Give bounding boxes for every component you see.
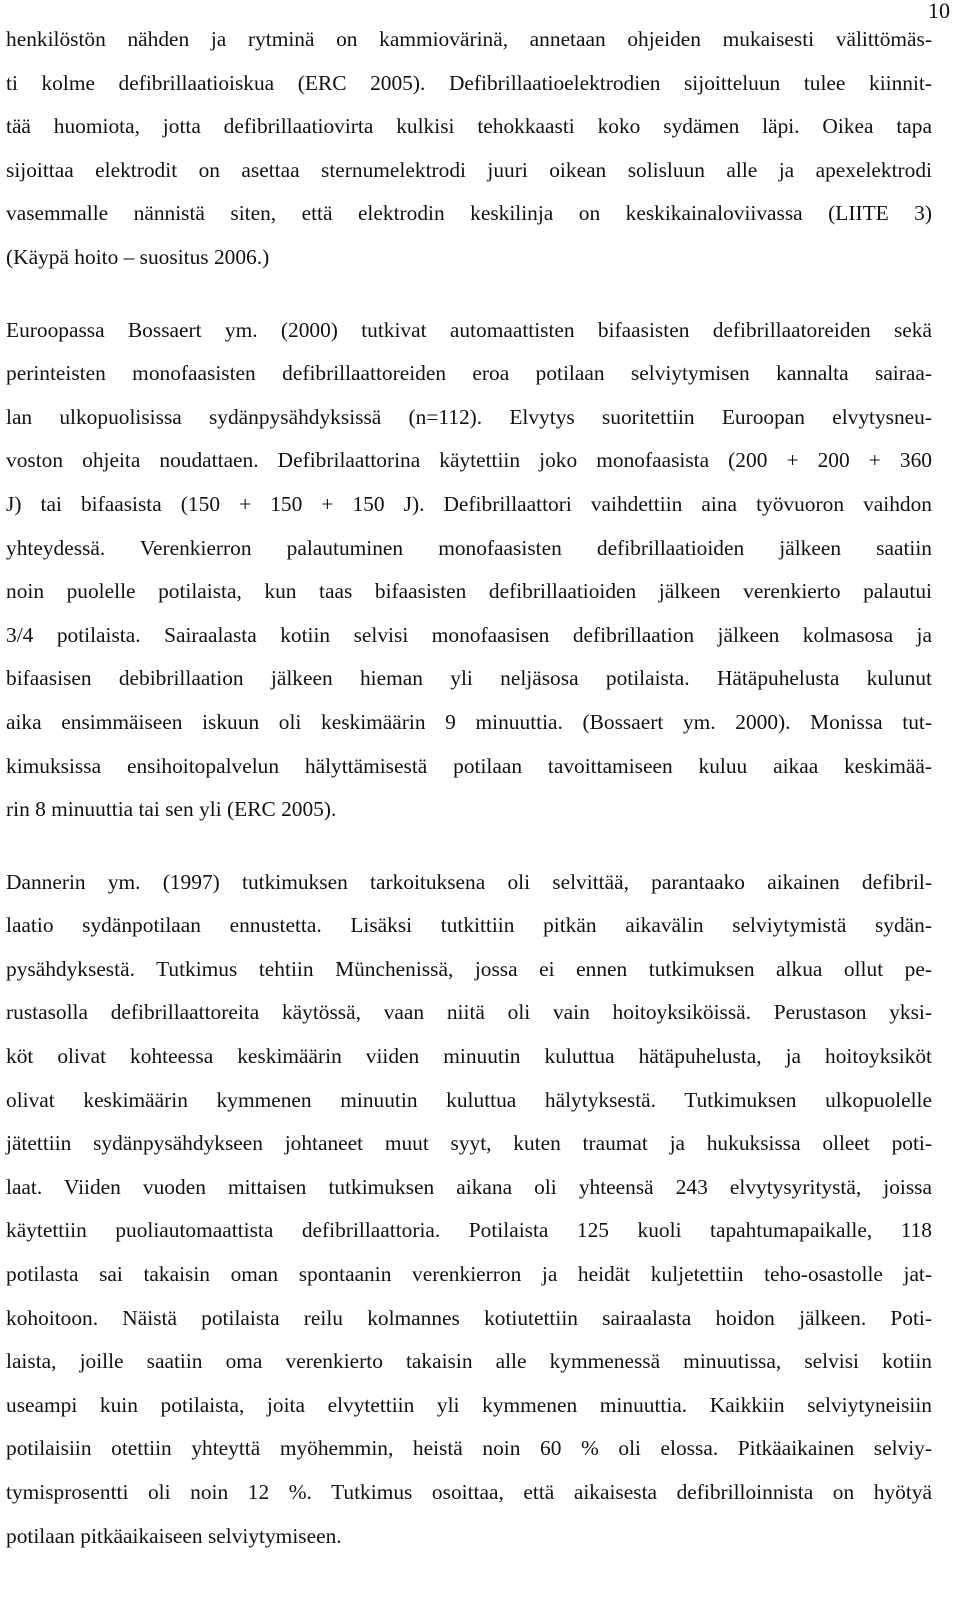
paragraph-defibrillation-electrodes — [6, 18, 932, 280]
text-line: bifaasisen debibrillaation jälkeen hieman yli neljäsosa potilaista. Hätäpuhelusta kulunut — [6, 666, 932, 691]
document-body — [6, 18, 932, 1558]
text-line: yhteydessä. Verenkierron palautuminen monofaasisten defibrillaatioiden jälkeen saatiin — [6, 535, 932, 560]
text-line: henkilöstön nähden ja rytminä on kammiovärinä, annetaan ohjeiden mukaisesti välittömäs- — [6, 27, 932, 51]
text-line: olivat keskimäärin kymmenen minuutin kuluttua hälytyksestä. Tutkimuksen ulkopuolelle — [6, 1087, 932, 1112]
text-line: ti kolme defibrillaatioiskua (ERC 2005). Defibrillaatioelektrodien sijoitteluun tulee kiinnit- — [6, 70, 932, 95]
text-line: tymisprosentti oli noin 12 %. Tutkimus osoittaa, että aikaisesta defibrilloinnista on hyötyä — [6, 1480, 932, 1504]
text-line: voston ohjeita noudattaen. Defibrilaattorina käytettiin joko monofaasista (200 + 200 + 360 — [6, 448, 932, 473]
text-line: perinteisten monofaasisten defibrillaattoreiden eroa potilaan selviytymisen kannalta sairaa- — [6, 361, 932, 386]
text-line: laatio sydänpotilaan ennustetta. Lisäksi tutkittiin pitkän aikavälin selviytymistä sydän- — [6, 913, 932, 938]
paragraph-bossaert-study — [6, 309, 932, 832]
text-line: rin 8 minuuttia tai sen yli (ERC 2005). — [6, 797, 337, 822]
text-line: laista, joille saatiin oma verenkierto takaisin alle kymmenessä minuutissa, selvisi kotiin — [6, 1349, 932, 1374]
text-line: potilaan pitkäaikaiseen selviytymiseen. — [6, 1523, 342, 1548]
text-line: Euroopassa Bossaert ym. (2000) tutkivat automaattisten bifaasisten defibrillaatoreiden sekä — [6, 317, 932, 342]
text-line: lan ulkopuolisissa sydänpysähdyksissä (n=112). Elvytys suoritettiin Euroopan elvytysneu- — [6, 404, 932, 429]
text-line: jätettiin sydänpysähdykseen johtaneet muut syyt, kuten traumat ja hukuksissa olleet poti- — [6, 1131, 932, 1156]
paragraph-danner-study — [6, 861, 932, 1559]
text-line: potilaisiin otettiin yhteyttä myöhemmin, heistä noin 60 % oli elossa. Pitkäaikainen selviy- — [6, 1436, 932, 1461]
text-line: Dannerin ym. (1997) tutkimuksen tarkoituksena oli selvittää, parantaako aikainen defibril- — [6, 869, 932, 894]
text-line: käytettiin puoliautomaattista defibrillaattoria. Potilaista 125 kuoli tapahtumapaikalle, 118 — [6, 1218, 932, 1243]
text-line: 3/4 potilaista. Sairaalasta kotiin selvisi monofaasisen defibrillaation jälkeen kolmasosa ja — [6, 622, 932, 647]
text-line: pysähdyksestä. Tutkimus tehtiin Münchenissä, jossa ei ennen tutkimuksen alkua ollut pe- — [6, 956, 932, 981]
page-number: 10 — [928, 0, 950, 23]
text-line: sijoittaa elektrodit on asettaa sternumelektrodi juuri oikean solisluun alle ja apexelektrodi — [6, 157, 932, 182]
text-line: tää huomiota, jotta defibrillaatiovirta kulkisi tehokkaasti koko sydämen läpi. Oikea tapa — [6, 114, 932, 139]
text-line: useampi kuin potilaista, joita elvytettiin yli kymmenen minuuttia. Kaikkiin selviytyneisiin — [6, 1392, 932, 1417]
text-line: aika ensimmäiseen iskuun oli keskimäärin 9 minuuttia. (Bossaert ym. 2000). Monissa tut- — [6, 709, 932, 734]
text-line: noin puolelle potilaista, kun taas bifaasisten defibrillaatioiden jälkeen verenkierto palautui — [6, 579, 932, 604]
text-line: kimuksissa ensihoitopalvelun hälyttämisestä potilaan tavoittamiseen kuluu aikaa keskimää- — [6, 753, 932, 778]
text-line: vasemmalle nännistä siten, että elektrodin keskilinja on keskikainaloviivassa (LIITE 3) — [6, 201, 932, 226]
text-line: köt olivat kohteessa keskimäärin viiden minuutin kuluttua hätäpuhelusta, ja hoitoyksiköt — [6, 1044, 932, 1069]
text-line: kohoitoon. Näistä potilaista reilu kolmannes kotiutettiin sairaalasta hoidon jälkeen. Poti- — [6, 1305, 932, 1330]
text-line: (Käypä hoito – suositus 2006.) — [6, 244, 270, 269]
text-line: potilasta sai takaisin oman spontaanin verenkierron ja heidät kuljetettiin teho-osastolle jat- — [6, 1262, 932, 1287]
text-line: laat. Viiden vuoden mittaisen tutkimuksen aikana oli yhteensä 243 elvytysyritystä, joissa — [6, 1174, 932, 1199]
text-line: J) tai bifaasista (150 + 150 + 150 J). Defibrillaattori vaihdettiin aina työvuoron vaihdon — [6, 491, 932, 516]
text-line: rustasolla defibrillaattoreita käytössä, vaan niitä oli vain hoitoyksiköissä. Perustason yksi- — [6, 1000, 932, 1025]
